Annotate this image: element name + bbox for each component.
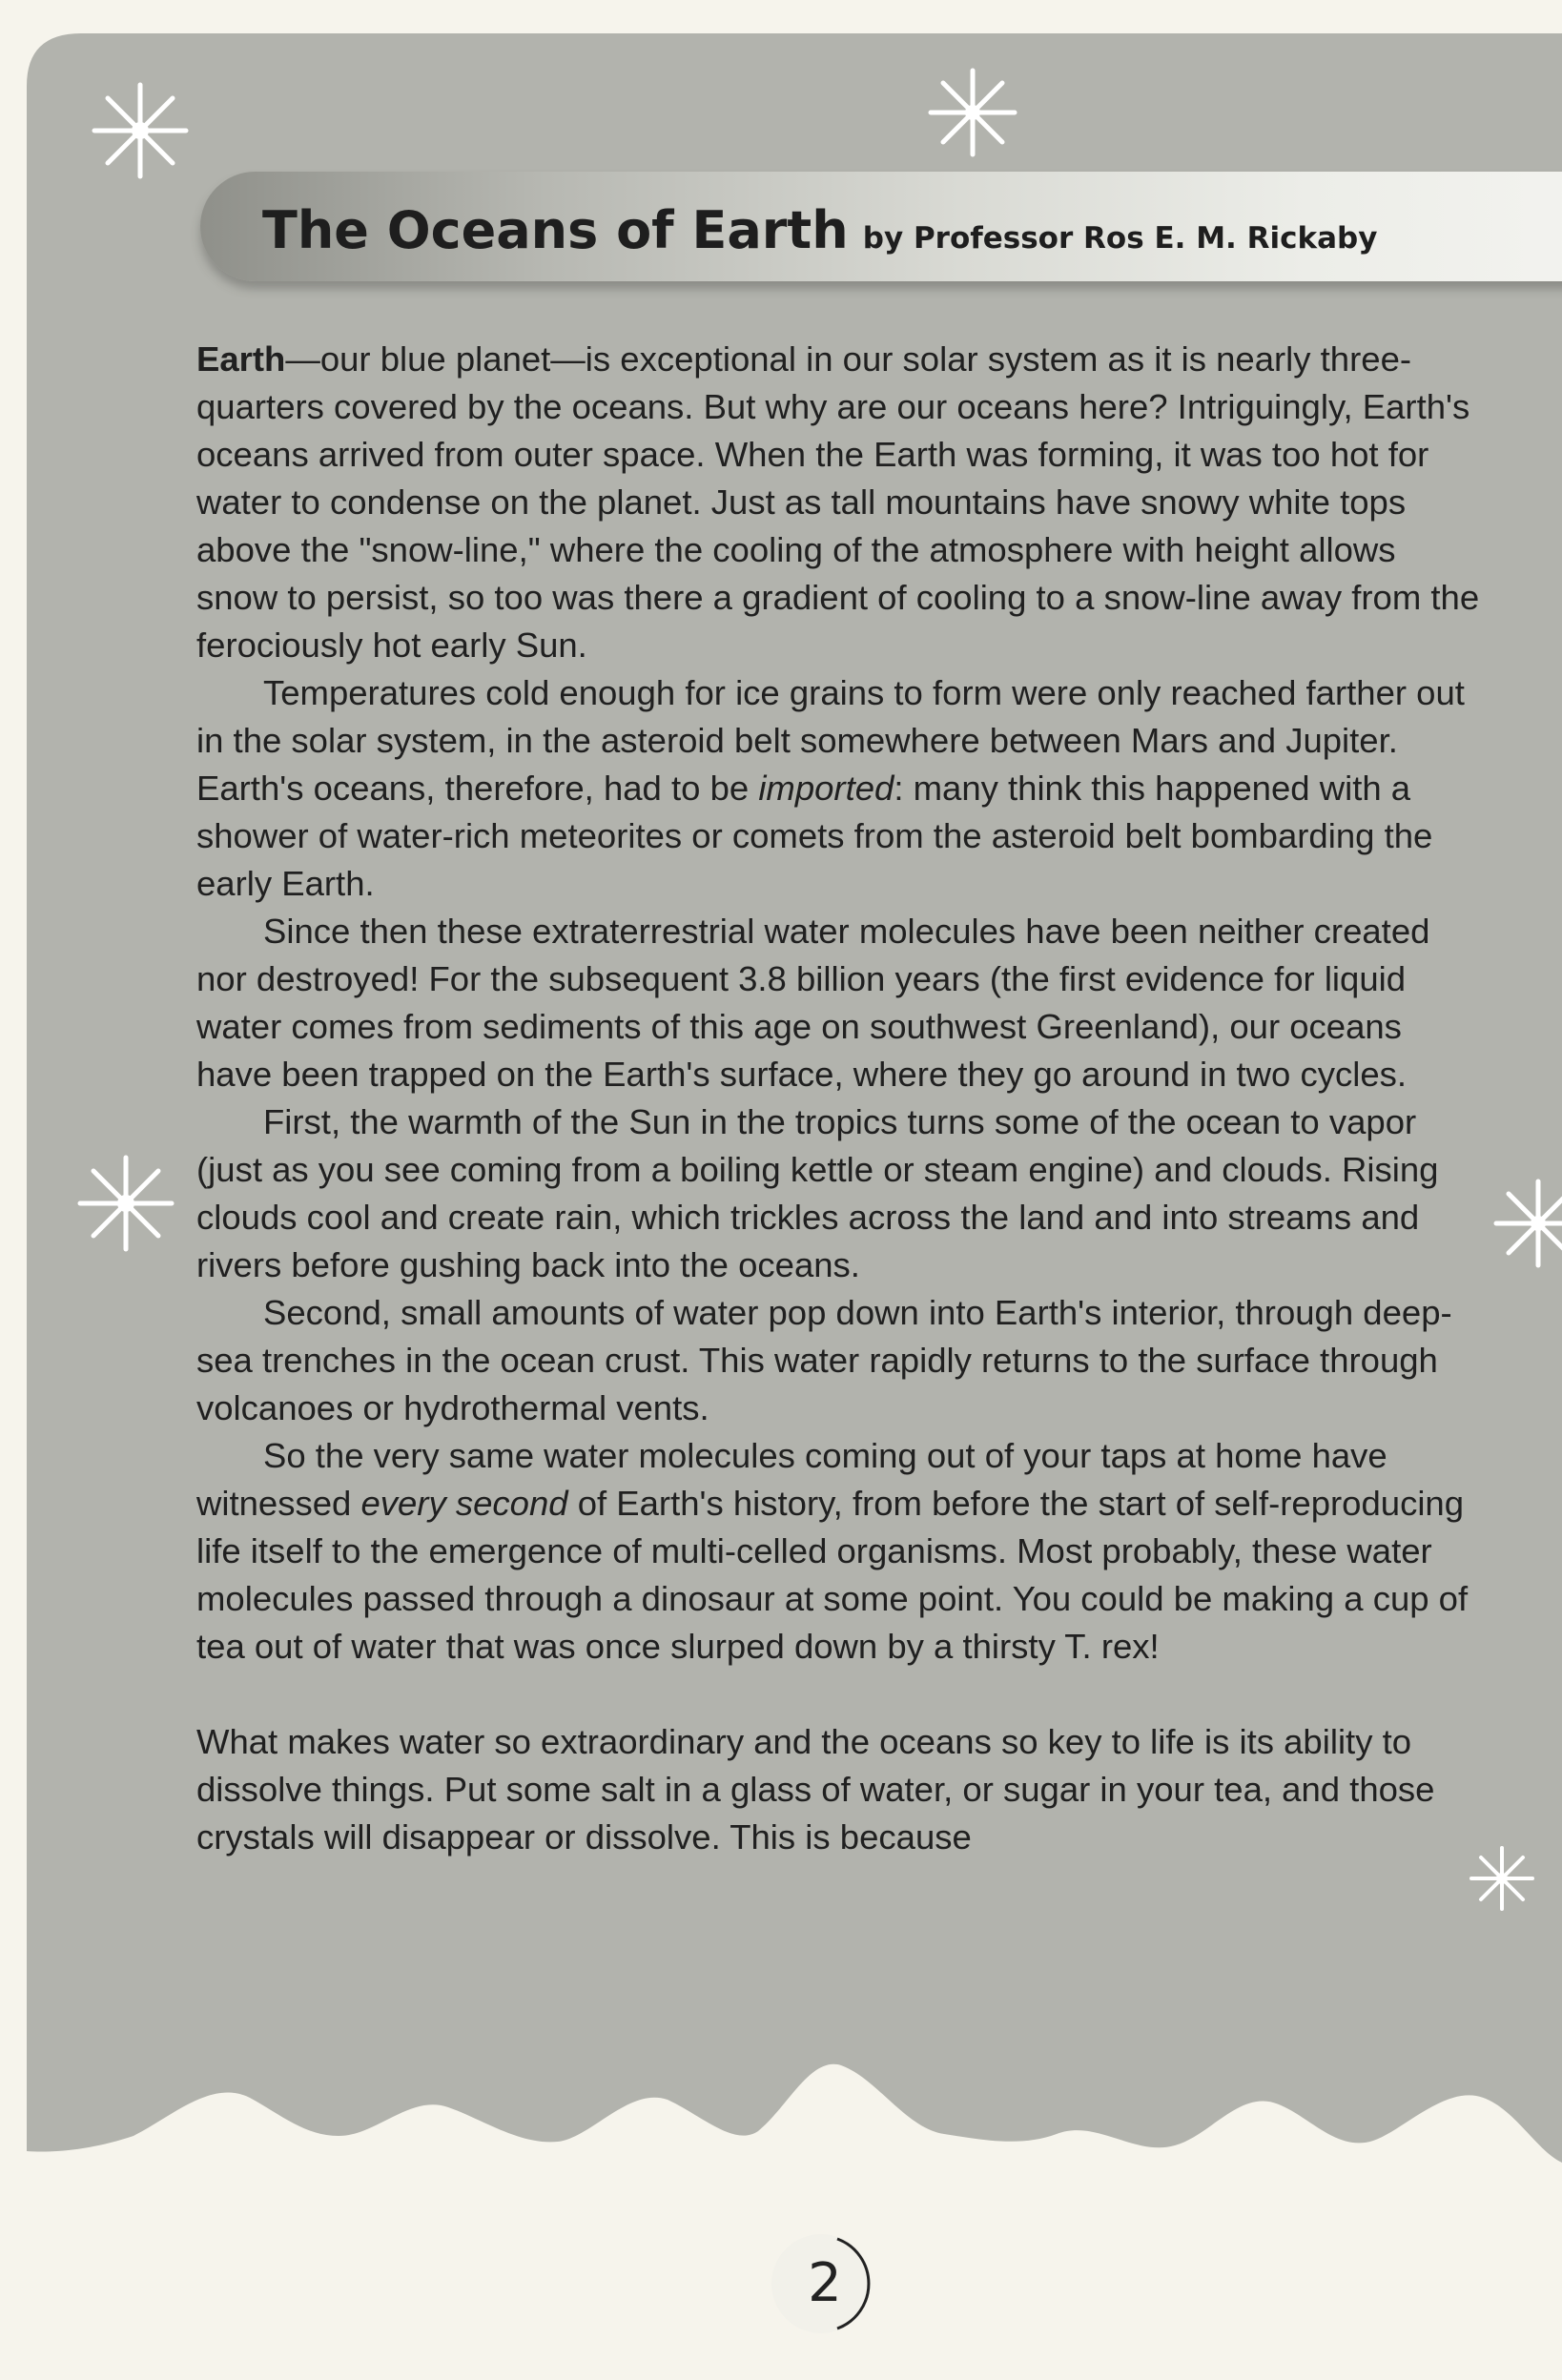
paragraph: Since then these extraterrestrial water molecules have been neither created nor destroyed! For the subsequent 3.8 billion years (the first evidence for liquid water comes from sediments of this age on southwest Greenland), our oceans have been trapped on the Earth's surface, where they go around in two cycles.: [196, 912, 1430, 1094]
sparkle-star-icon: [927, 67, 1018, 158]
sparkle-star-icon: [1492, 1178, 1562, 1269]
paragraph: First, the warmth of the Sun in the tropics turns some of the ocean to vapor (just as you see coming from a boiling kettle or steam engine) and clouds. Rising clouds cool and create rain, which trickles across the land and into streams and rivers before gushing back into the oceans.: [196, 1102, 1439, 1284]
article-byline: by Professor Ros E. M. Rickaby: [862, 221, 1378, 256]
article-heading: [262, 200, 1377, 260]
paragraph: So the very same water molecules coming out of your taps at home have witnessed every second of Earth's history, from before the start of self-reproducing life itself to the emergence of multi-celled organisms. Most probably, these water molecules passed through a dinosaur at some point. You could be making a cup of tea out of water that was once slurped down by a thirsty T. rex!: [196, 1436, 1469, 1666]
paragraph: Temperatures cold enough for ice grains to form were only reached farther out in the solar system, in the asteroid belt somewhere between Mars and Jupiter. Earth's oceans, therefore, had to be imported: many think this happened with a shower of water-rich meteorites or comets from the asteroid belt bombarding the early Earth.: [196, 673, 1465, 903]
page-number-badge: [769, 2227, 881, 2340]
paragraph: What makes water so extraordinary and the oceans so key to life is its ability to dissolve things. Put some salt in a glass of water, or sugar in your tea, and those crystals will disappear or dissolve. This is because: [196, 1722, 1435, 1857]
sparkle-star-icon: [91, 81, 190, 180]
article-title: The Oceans of Earth: [262, 200, 849, 260]
paragraph: Second, small amounts of water pop down into Earth's interior, through deep-sea trenches in the ocean crust. This water rapidly returns to the surface through volcanoes or hydrothermal vents.: [196, 1293, 1452, 1427]
page-number: 2: [808, 2252, 842, 2314]
sparkle-star-icon: [76, 1154, 175, 1253]
article-body: [196, 336, 1486, 1861]
lead-word: Earth: [196, 339, 286, 379]
paragraph: Earth—our blue planet—is exceptional in our solar system as it is nearly three-quarters covered by the oceans. But why are our oceans here? Intriguingly, Earth's oceans arrived from outer space. When the Earth was forming, it was too hot for water to condense on the planet. Just as tall mountains have snowy white tops above the "snow-line," where the cooling of the atmosphere with height allows snow to persist, so too was there a gradient of cooling to a snow-line away from the ferociously hot early Sun.: [196, 339, 1480, 665]
